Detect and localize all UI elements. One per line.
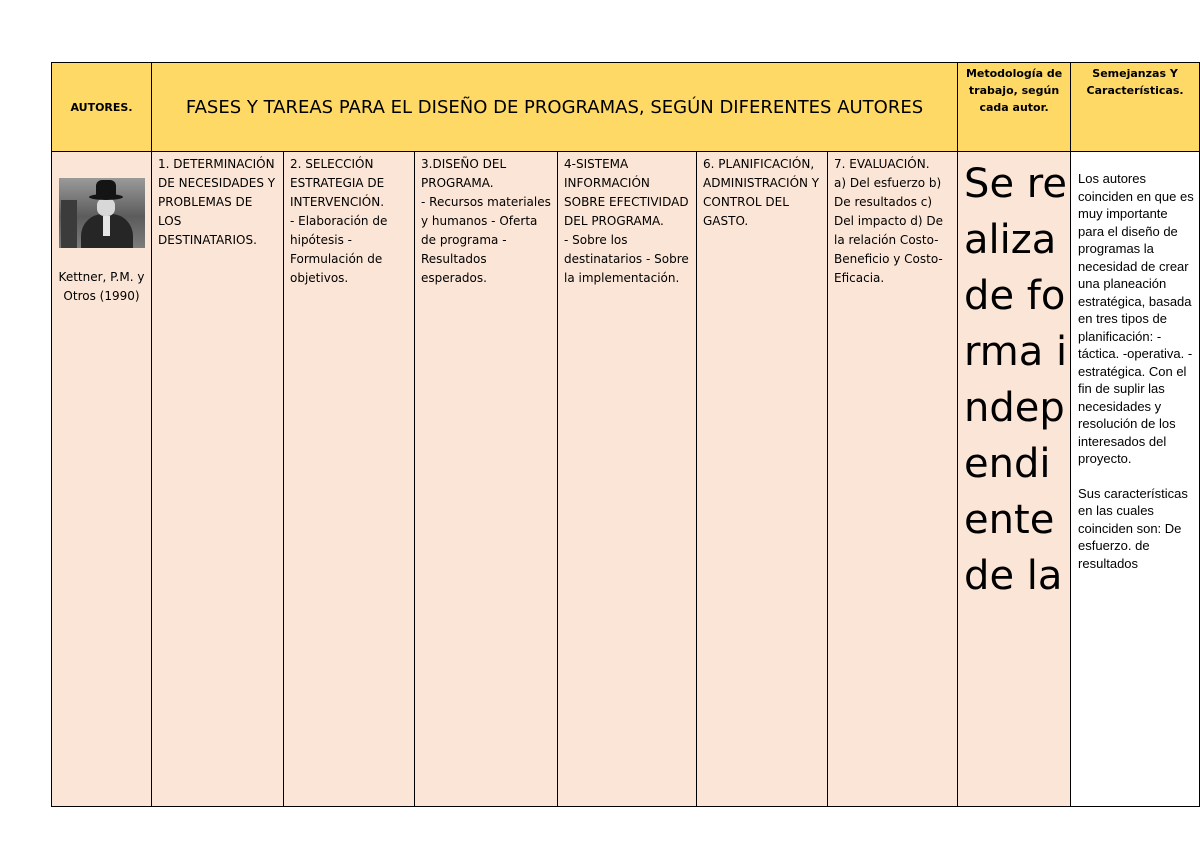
phase-heading: 7. EVALUACIÓN. xyxy=(834,157,930,171)
header-methodology: Metodología de trabajo, según cada autor. xyxy=(958,63,1071,152)
author-portrait-icon xyxy=(59,178,145,248)
phase-tasks: - Elaboración de hipótesis - Formulación de objetivos. xyxy=(290,214,388,285)
header-title: FASES Y TAREAS PARA EL DISEÑO DE PROGRAMAS, SEGÚN DIFERENTES AUTORES xyxy=(152,63,958,152)
header-authors: AUTORES. xyxy=(52,63,152,152)
phase-cell xyxy=(558,152,697,807)
phase-tasks: a) Del esfuerzo b) De resultados c) Del impacto d) De la relación Costo-Beneficio y Costo-Eficacia. xyxy=(834,176,943,285)
similarities-paragraph: Sus características en las cuales coinciden son: De esfuerzo. de resultados xyxy=(1078,485,1188,571)
program-design-table xyxy=(51,62,1200,807)
header-similarities: Semejanzas Y Características. xyxy=(1071,63,1200,152)
phase-tasks: - Recursos materiales y humanos - Oferta de programa - Resultados esperados. xyxy=(421,195,551,285)
phase-cell xyxy=(697,152,828,807)
phase-heading: 4-SISTEMA INFORMACIÓN SOBRE EFECTIVIDAD DEL PROGRAMA. xyxy=(564,157,689,228)
similarities-cell xyxy=(1071,152,1200,807)
phase-tasks: - Sobre los destinatarios - Sobre la implementación. xyxy=(564,233,689,285)
similarities-paragraph: Los autores coinciden en que es muy importante para el diseño de programas la necesidad de crear una planeación estratégica, basada en tres tipos de planificación: -táctica. -operativa. -estratégica. Con el fin de suplir las necesidades y resolución de los interesados del proyecto. xyxy=(1078,171,1194,466)
phase-heading: 6. PLANIFICACIÓN, ADMINISTRACIÓN Y CONTROL DEL GASTO. xyxy=(703,157,820,228)
phase-cell xyxy=(415,152,558,807)
phase-cell xyxy=(152,152,284,807)
author-row xyxy=(52,152,1200,807)
phase-heading: 1. DETERMINACIÓN DE NECESIDADES Y PROBLEMAS DE LOS DESTINATARIOS. xyxy=(158,157,276,247)
methodology-cell: Se realiza de forma independiente de la xyxy=(958,152,1071,807)
phase-cell xyxy=(828,152,958,807)
phase-cell xyxy=(284,152,415,807)
phase-heading: 2. SELECCIÓN ESTRATEGIA DE INTERVENCIÓN. xyxy=(290,157,385,209)
phase-heading: 3.DISEÑO DEL PROGRAMA. xyxy=(421,157,507,190)
author-name: Kettner, P.M. y Otros (1990) xyxy=(58,270,145,303)
header-row xyxy=(52,63,1200,152)
author-cell xyxy=(52,152,152,807)
